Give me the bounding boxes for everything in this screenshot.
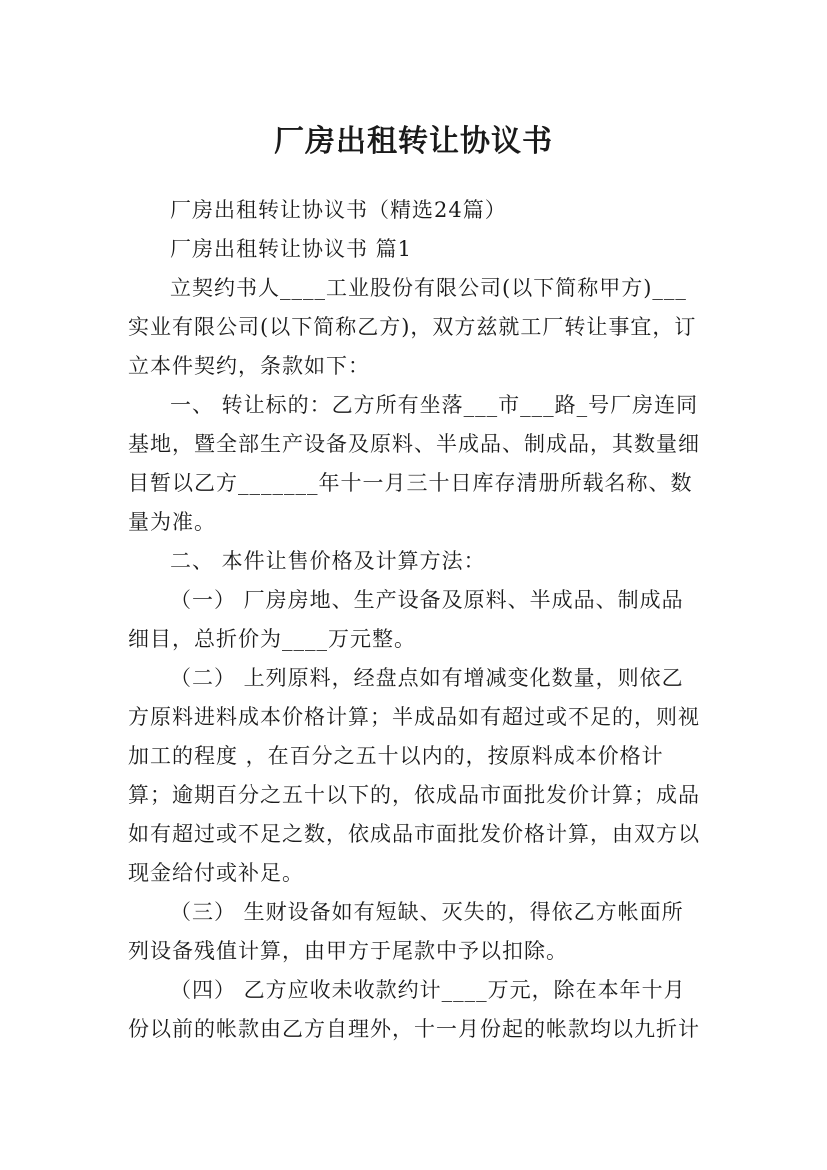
body-paragraph: 二、 本件让售价格及计算方法： [170, 549, 486, 573]
document-title: 厂房出租转让协议书 [274, 124, 553, 160]
body-paragraph: （四） 乙方应收未收款约计____万元，除在本年十月份以前的帐款由乙方自理外，十一月份起的帐款均以九折计 [128, 978, 700, 1041]
subtitle-paragraph: 厂房出租转让协议书（精选24篇） [170, 198, 507, 222]
document-body [128, 191, 702, 1049]
section-heading-paragraph: 厂房出租转让协议书 篇1 [170, 237, 413, 261]
body-paragraph: （二） 上列原料，经盘点如有增减变化数量，则依乙方原料进料成本价格计算；半成品如有超过或不足的，则视加工的程度 ，在百分之五十以内的，按原料成本价格计算；逾期百分之五十以下的，依成品市面批发价计算；成品如有超过或不足之数，依成品市面批发价格计算，由双方以现金给付或补足。 [128, 666, 700, 885]
body-paragraph: 立契约书人____工业股份有限公司(以下简称甲方)___实业有限公司(以下简称乙方)，双方兹就工厂转让事宜，订立本件契约，条款如下： [128, 276, 697, 378]
body-paragraph: （三） 生财设备如有短缺、灭失的，得依乙方帐面所列设备残值计算，由甲方于尾款中予以扣除。 [128, 900, 684, 963]
body-paragraph: （一） 厂房房地、生产设备及原料、半成品、制成品细目，总折价为____万元整。 [128, 588, 684, 651]
body-paragraph: 一、 转让标的：乙方所有坐落___市___路_号厂房连同基地，暨全部生产设备及原料、半成品、制成品，其数量细目暂以乙方_______年十一月三十日库存清册所载名称、数量为准。 [128, 393, 700, 534]
